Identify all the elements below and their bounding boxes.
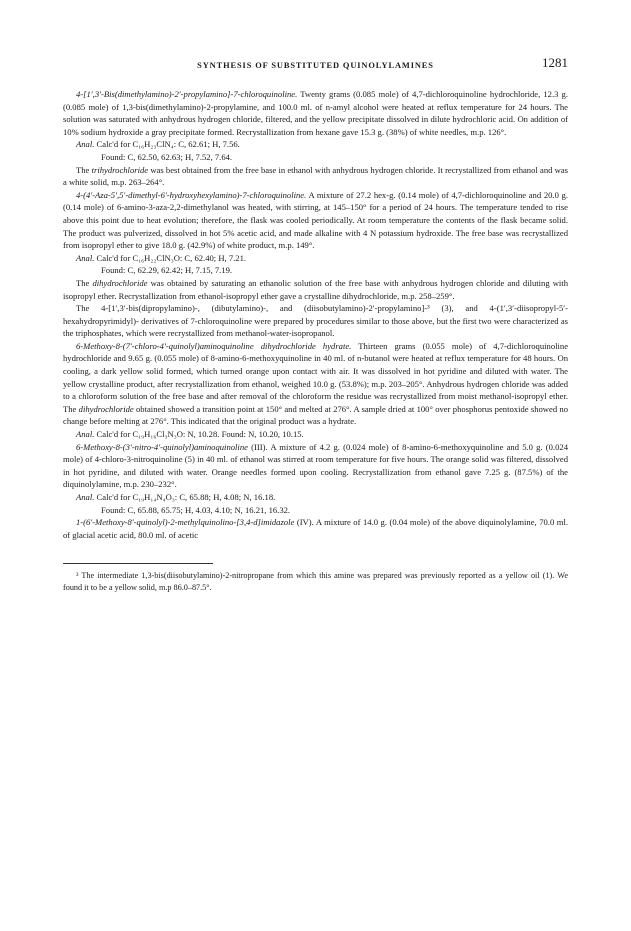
analysis-text: Calc'd for C₁₉H₁₆Cl₃N₃O: N, 10.28. Found: N, 10.20, 10.15. bbox=[94, 429, 304, 440]
analysis-label: Anal. bbox=[76, 492, 95, 502]
analysis-found: Found: C, 62.29, 62.42; H, 7.15, 7.19. bbox=[101, 265, 233, 276]
footnote-divider bbox=[63, 563, 213, 564]
paragraph-text: Twenty grams (0.085 mole) of 4,7-dichloroquinoline hydrochloride, 12.3 g. (0.085 mole) of 1,3-bis(dimethylamino)-2-propylamine, and 100.0 ml. of n-amyl alcohol were heated at reflux temperature for 24 hours. The solution was saturated with anhydrous hydrogen chloride, filtered, and the yellow precipitate dissolved in dilute hydrochloric acid. On addition of 10% sodium hydroxide a gray precipitate formed. Recrystallization from hexane gave 15.3 g. (38%) of white needles, m.p. 126°. bbox=[63, 89, 568, 137]
paragraph-text: A mixture of 27.2 hex-g. (0.14 mole) of 4,7-dichloroquinoline and 20.0 g. (0.14 mole) of 6-amino-3-aza-2,2-dimethylanol was heated, with stirring, at 145–150° for a period of 24 hours. The temperature tended to rise above this point due to heat evolution; therefore, the flask was cooled periodically. At room temperature the contents of the flask became solid. The product was pulverized, dissolved in hot 5% acetic acid, and made alkaline with 4 N potassium hydroxide. The free base was recrystallized from isopropyl ether to give 18.0 g. (42.9%) of white product, m.p. 149°. bbox=[63, 189, 568, 251]
compound-name: 4-[1′,3′-Bis(dimethylamino)-2′-propylamino]-7-chloroquinoline. bbox=[76, 89, 298, 99]
paragraph-text: was best obtained from the free base in ethanol with anhydrous hydrogen chloride. It recrystallized from ethanol and was a white solid, m.p. 263–264°. bbox=[63, 164, 569, 188]
analysis-text: Calc'd for C₁₆H₂₃ClN₄: C, 62.61; H, 7.56. bbox=[94, 139, 240, 150]
compound-name: 1-(6′-Methoxy-8′-quinolyl)-2-methylquinolino-[3,4-d]imidazole bbox=[76, 517, 295, 528]
compound-name: 6-Methoxy-8-(3′-nitro-4′-quinolyl)aminoquinoline bbox=[76, 441, 248, 452]
paragraph-text: The bbox=[76, 277, 93, 288]
paragraph-derivatives: The 4-[1′,3′-bis(dipropylamino)-, (dibutylamino)-, and (diisobutylamino)-2′-propylamino]-³ (3), and 4-(1′,3′-diisopropyl-5′-hexahydropyrimidyl)- derivatives of 7-chloroquinoline were prepared by procedures similar to those above, but the first two were characterized as the triphosphates, which were recrystallized from methanol-water-isopropanol. bbox=[63, 303, 568, 339]
paragraph-aza-dimethyl bbox=[63, 189, 568, 252]
compound-name: dihydrochloride bbox=[78, 403, 134, 414]
paragraph-imidazole bbox=[63, 516, 568, 541]
analysis-calc bbox=[63, 138, 568, 151]
analysis-found: Found: C, 65.88, 65.75; H, 4.03, 4.10; N, 16.21, 16.32. bbox=[101, 504, 291, 515]
compound-name: dihydrochloride bbox=[92, 277, 148, 288]
compound-name: trihydrochloride bbox=[91, 164, 149, 175]
running-title: SYNTHESIS OF SUBSTITUTED QUINOLYLAMINES bbox=[197, 61, 434, 70]
analysis-label: Anal. bbox=[76, 429, 95, 440]
compound-name: 6-Methoxy-8-(7′-chloro-4′-quinolyl)aminoquinoline dihydrochloride hydrate. bbox=[76, 340, 352, 351]
paragraph-dihydrochloride bbox=[63, 277, 568, 302]
paragraph-text: was obtained by saturating an ethanolic solution of the free base with anhydrous hydrogen chloride and diluting with isopropyl ether. Recrystallization from ethanol-isopropyl ether gave a crystalline dihydrochloride, m.p. 258–259°. bbox=[63, 277, 568, 301]
running-header bbox=[63, 55, 568, 78]
analysis-calc-found bbox=[63, 428, 568, 441]
paragraph-text: (IV). A mixture of 14.0 g. (0.04 mole) of the above diquinolylamine, 70.0 ml. of glacial acetic acid, 80.0 ml. of acetic bbox=[63, 517, 568, 540]
paragraph-text: obtained showed a transition point at 150° and melted at 276°. A sample dried at 100° over phosphorus pentoxide showed no change before melting at 276°. This indicated that the original product was a hydrate. bbox=[63, 403, 568, 427]
paragraph-text: The bbox=[76, 164, 92, 175]
paragraph-text: Thirteen grams (0.055 mole) of 4,7-dichloroquinoline hydrochloride and 9.65 g. (0.055 mole) of 8-amino-6-methoxyquinoline in 40 ml. of n-butanol were heated at reflux temperature for 48 hours. On cooling, a dark yellow solid formed, which turned orange upon contact with air. It was dissolved in hot pyridine and diluted with water. The yellow crystalline product, after recrystallization from ethanol, weighed 10.0 g. (53.8%); m.p. 203–205°. Anhydrous hydrogen chloride was added to a chloroform solution of the free base and after removal of the chloroform the residue was recrystallized from moist methanol-isopropyl ether. The bbox=[63, 340, 569, 414]
paragraph-trihydrochloride bbox=[63, 164, 568, 189]
paragraph-text: (III). A mixture of 4.2 g. (0.024 mole) of 8-amino-6-methoxyquinoline and 5.0 g. (0.024 mole) of 4-chloro-3-nitroquinoline (5) in 40 ml. of ethanol was stirred at room temperature for five hours. The orange solid was filtered, dissolved in hot pyridine, and diluted with water. Orange needles formed upon cooling. Recrystallization from ethanol gave 7.25 g. (87.5%) of the diquinolylamine, m.p. 230–232°. bbox=[63, 441, 568, 490]
analysis-calc bbox=[63, 252, 568, 265]
analysis-label: Anal. bbox=[76, 139, 95, 150]
compound-name: 4-(4′-Aza-5′,5′-dimethyl-6′-hydroxyhexylamino)-7-chloroquinoline. bbox=[76, 189, 307, 200]
analysis-label: Anal. bbox=[76, 252, 95, 263]
analysis-text: Calc'd for C₁₉H₁₄N₄O₃: C, 65.88; H, 4.08; N, 16.18. bbox=[94, 492, 276, 502]
paragraph-methoxy-chloro bbox=[63, 340, 568, 428]
paragraph-bis-dimethylamino bbox=[63, 88, 568, 138]
page-number: 1281 bbox=[542, 55, 568, 70]
paragraph-methoxy-nitro bbox=[63, 441, 568, 491]
analysis-text: Calc'd for C₁₆H₂₂ClN₃O: C, 62.40; H, 7.21. bbox=[94, 252, 247, 263]
page bbox=[63, 55, 569, 594]
footnote: ³ The intermediate 1,3-bis(diisobutylamino)-2-nitropropane from which this amine was prepared was previously reported as a yellow oil (1). We found it to be a yellow solid, m.p 86.0–87.5°. bbox=[63, 571, 568, 593]
analysis-calc bbox=[63, 491, 568, 504]
analysis-found: Found: C, 62.50, 62.63; H, 7.52, 7.64. bbox=[101, 151, 233, 162]
